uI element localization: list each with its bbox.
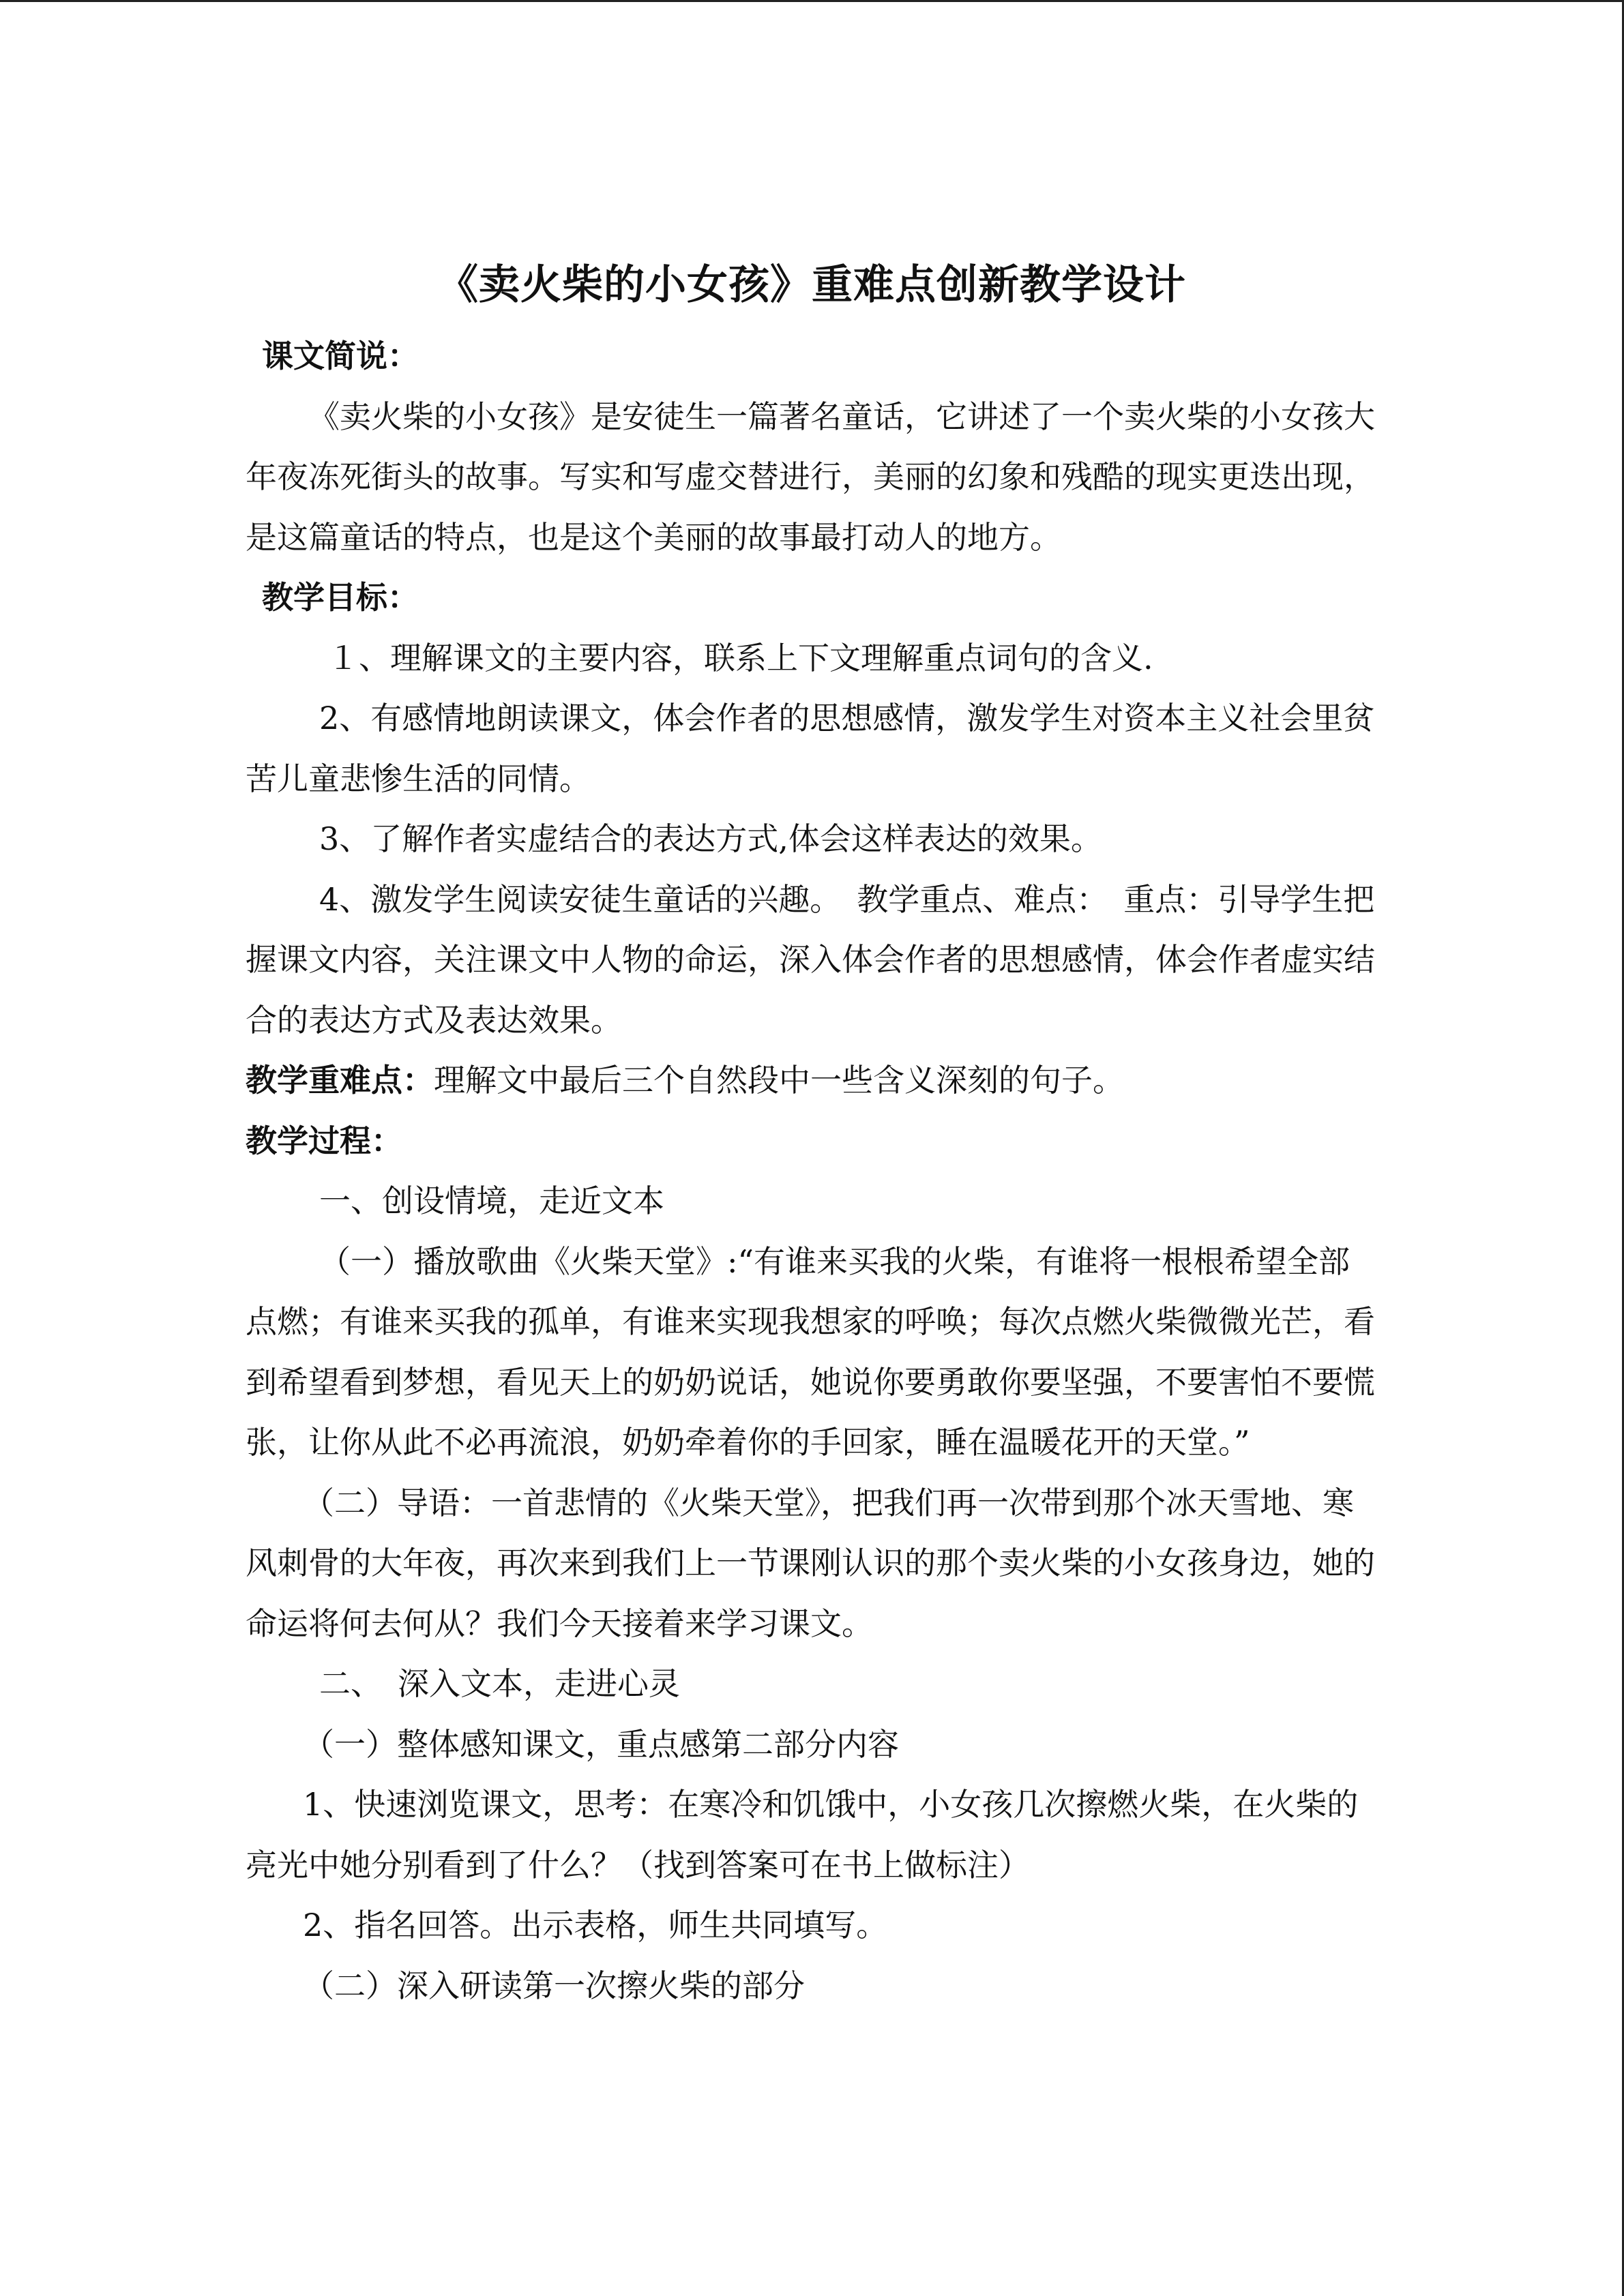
goal-item-4: 4、激发学生阅读安徒生童话的兴趣。 教学重点、难点： 重点：引导学生把握课文内容，关注课文中人物的命运，深入体会作者的思想感情，体会作者虚实结合的表达方式及表达效果。 [246,880,1375,1039]
difficulty-text: 理解文中最后三个自然段中一些含义深刻的句子。 [434,1062,1124,1099]
intro-paragraph: 《卖火柴的小女孩》是安徒生一篇著名童话，它讲述了一个卖火柴的小女孩大年夜冻死街头的故事。写实和写虚交替进行，美丽的幻象和残酷的现实更迭出现，是这篇童话的特点，也是这个美丽的故事最打动人的地方。 [246,398,1375,556]
step-2-1-1-paragraph: 1、快速浏览课文，思考：在寒冷和饥饿中，小女孩几次擦燃火柴，在火柴的亮光中她分别看到了什么？（找到答案可在书上做标注） [246,1786,1359,1883]
goal-item-2: 2、有感情地朗读课文，体会作者的思想感情，激发学生对资本主义社会里贫苦儿童悲惨生活的同情。 [246,700,1375,797]
document-title: 《卖火柴的小女孩》重难点创新教学设计 [437,261,1186,309]
step-1-1-paragraph: （一）播放歌曲《火柴天堂》:“有谁来买我的火柴，有谁将一根根希望全部点燃；有谁来买我的孤单，有谁来实现我想家的呼唤；每次点燃火柴微微光芒，看到希望看到梦想，看见天上的奶奶说话，她说你要勇敢你要坚强，不要害怕不要慌张，让你从此不必再流浪，奶奶牵着你的手回家，睡在温暖花开的天堂。” [246,1242,1375,1461]
step-2-1-heading: （一）整体感知课文，重点感第二部分内容 [303,1725,899,1763]
document-body [246,251,1378,2016]
difficulty-paragraph [246,1050,1378,1111]
step-2-2-heading: （二）深入研读第一次擦火柴的部分 [303,1967,805,2004]
process-heading: 教学过程： [246,1122,402,1159]
goal-item-1: １、理解课文的主要内容，联系上下文理解重点词句的含义. [327,639,1153,676]
goal-item-3: 3、了解作者实虚结合的表达方式,体会这样表达的效果。 [319,820,1102,857]
step-1-2-paragraph: （二）导语：一首悲情的《火柴天堂》，把我们再一次带到那个冰天雪地、寒风刺骨的大年夜，再次来到我们上一节课刚认识的那个卖火柴的小女孩身边，她的命运将何去何从？我们今天接着来学习课文。 [246,1484,1375,1642]
goals-heading: 教学目标： [262,579,419,616]
intro-heading: 课文简说： [262,338,419,374]
step-2-1-2-paragraph: 2、指名回答。出示表格，师生共同填写。 [303,1907,888,1943]
step-2-heading: 二、 深入文本，走进心灵 [319,1665,680,1702]
difficulty-label: 教学重难点： [246,1062,434,1099]
step-1-heading: 一、创设情境，走近文本 [319,1182,664,1219]
